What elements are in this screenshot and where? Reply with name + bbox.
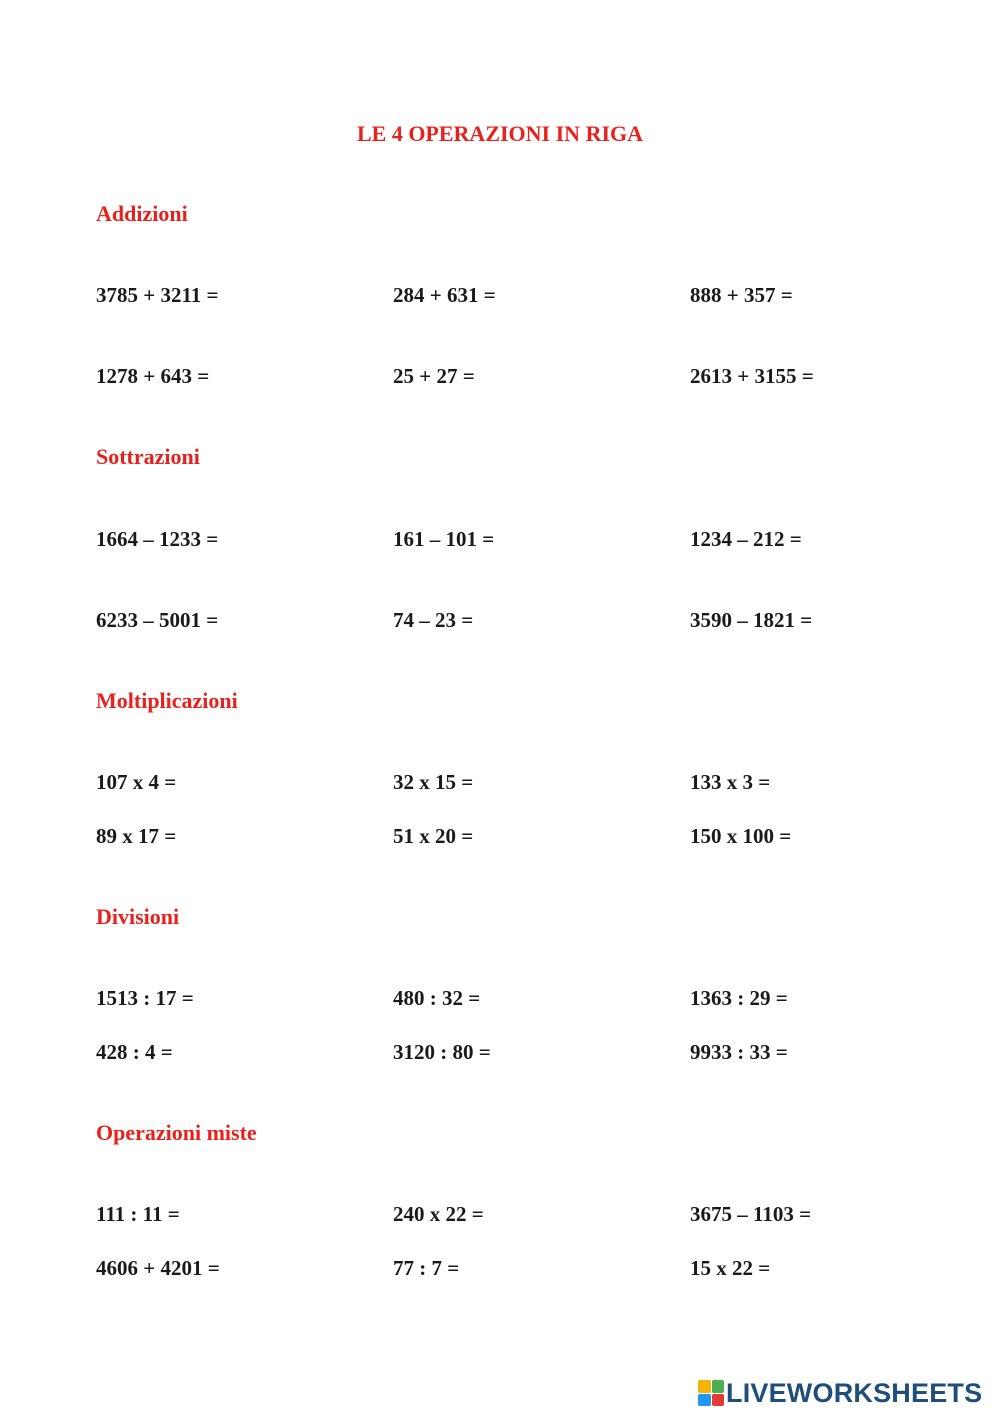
operation-item: 888 + 357 =	[690, 283, 793, 307]
section-heading-operazioni-miste: Operazioni miste	[96, 1120, 257, 1145]
operation-item: 1278 + 643 =	[96, 364, 210, 388]
liveworksheets-logo	[698, 1378, 982, 1408]
operation-item: 284 + 631 =	[393, 283, 496, 307]
operation-item: 4606 + 4201 =	[96, 1256, 220, 1280]
operation-item: 107 x 4 =	[96, 770, 177, 794]
operation-item: 3590 – 1821 =	[690, 608, 813, 632]
operation-item: 480 : 32 =	[393, 986, 481, 1010]
operation-item: 25 + 27 =	[393, 364, 475, 388]
operation-item: 150 x 100 =	[690, 824, 792, 848]
operation-item: 1513 : 17 =	[96, 986, 194, 1010]
liveworksheets-logo-icon	[698, 1380, 724, 1406]
page-title: LE 4 OPERAZIONI IN RIGA	[356, 121, 644, 146]
operation-item: 9933 : 33 =	[690, 1040, 788, 1064]
operation-item: 1363 : 29 =	[690, 986, 788, 1010]
operation-item: 74 – 23 =	[393, 608, 474, 632]
section-heading-addizioni: Addizioni	[96, 201, 188, 226]
operation-item: 428 : 4 =	[96, 1040, 173, 1064]
operation-item: 89 x 17 =	[96, 824, 177, 848]
operation-item: 3675 – 1103 =	[690, 1202, 812, 1226]
logo-text: LIVEWORKSHEETS	[726, 1378, 983, 1408]
operation-item: 2613 + 3155 =	[690, 364, 814, 388]
operation-item: 3120 : 80 =	[393, 1040, 491, 1064]
section-heading-sottrazioni: Sottrazioni	[96, 444, 200, 469]
operation-item: 51 x 20 =	[393, 824, 474, 848]
operation-item: 111 : 11 =	[96, 1202, 180, 1226]
operation-item: 3785 + 3211 =	[96, 283, 219, 307]
operation-item: 240 x 22 =	[393, 1202, 484, 1226]
operation-item: 15 x 22 =	[690, 1256, 771, 1280]
operation-item: 32 x 15 =	[393, 770, 474, 794]
operation-item: 161 – 101 =	[393, 527, 495, 551]
section-heading-divisioni: Divisioni	[96, 904, 180, 929]
operation-item: 77 : 7 =	[393, 1256, 460, 1280]
operation-item: 1664 – 1233 =	[96, 527, 219, 551]
operation-item: 1234 – 212 =	[690, 527, 802, 551]
operation-item: 6233 – 5001 =	[96, 608, 219, 632]
operation-item: 133 x 3 =	[690, 770, 771, 794]
section-heading-moltiplicazioni: Moltiplicazioni	[96, 688, 238, 713]
